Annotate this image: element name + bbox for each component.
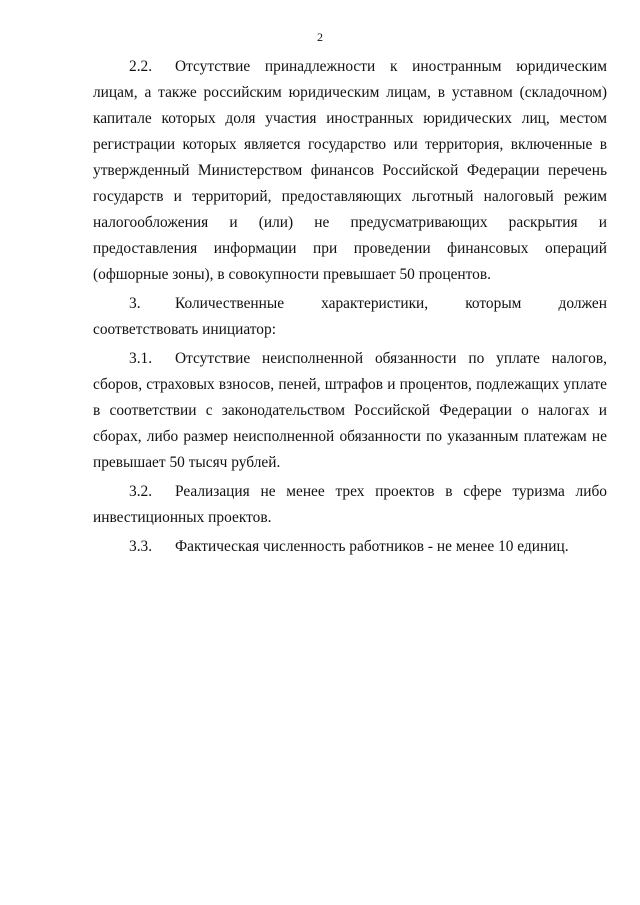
paragraph-3-3 — [93, 534, 607, 560]
paragraph-3-2 — [93, 479, 607, 531]
paragraph-text: Отсутствие принадлежности к иностранным юридическим лицам, а также российским юридическим лицам, в уставном (складочном) капитале которых доля участия иностранных юридических лиц, местом регистрации которых является государство или территория, включенные в утвержденный Министерством финансов Российской Федерации перечень государств и территорий, предоставляющих льготный налоговый режим налогообложения и (или) не предусматривающих раскрытия и предоставления информации при проведении финансовых операций (офшорные зоны), в совокупности превышает 50 процентов. — [93, 58, 607, 283]
document-body — [93, 54, 607, 560]
paragraph-number: 3.1. — [129, 350, 153, 367]
paragraph-text: Реализация не менее трех проектов в сфере туризма либо инвестиционных проектов. — [93, 483, 607, 526]
paragraph-number: 2.2. — [129, 58, 153, 75]
paragraph-text: Количественные характеристики, которым должен соответствовать инициатор: — [93, 295, 607, 338]
paragraph-number: 3.3. — [129, 538, 153, 555]
page-number: 2 — [317, 30, 323, 44]
paragraph-3 — [93, 291, 607, 343]
paragraph-number: 3. — [129, 295, 141, 312]
paragraph-text: Отсутствие неисполненной обязанности по уплате налогов, сборов, страховых взносов, пеней, штрафов и процентов, подлежащих уплате в соответствии с законодательством Российской Федерации о налогах и сборах, либо размер неисполненной обязанности по указанным платежам не превышает 50 тысяч рублей. — [93, 350, 607, 471]
paragraph-number: 3.2. — [129, 483, 153, 500]
paragraph-2-2 — [93, 54, 607, 288]
paragraph-text: Фактическая численность работников - не менее 10 единиц. — [175, 538, 569, 555]
paragraph-3-1 — [93, 346, 607, 476]
